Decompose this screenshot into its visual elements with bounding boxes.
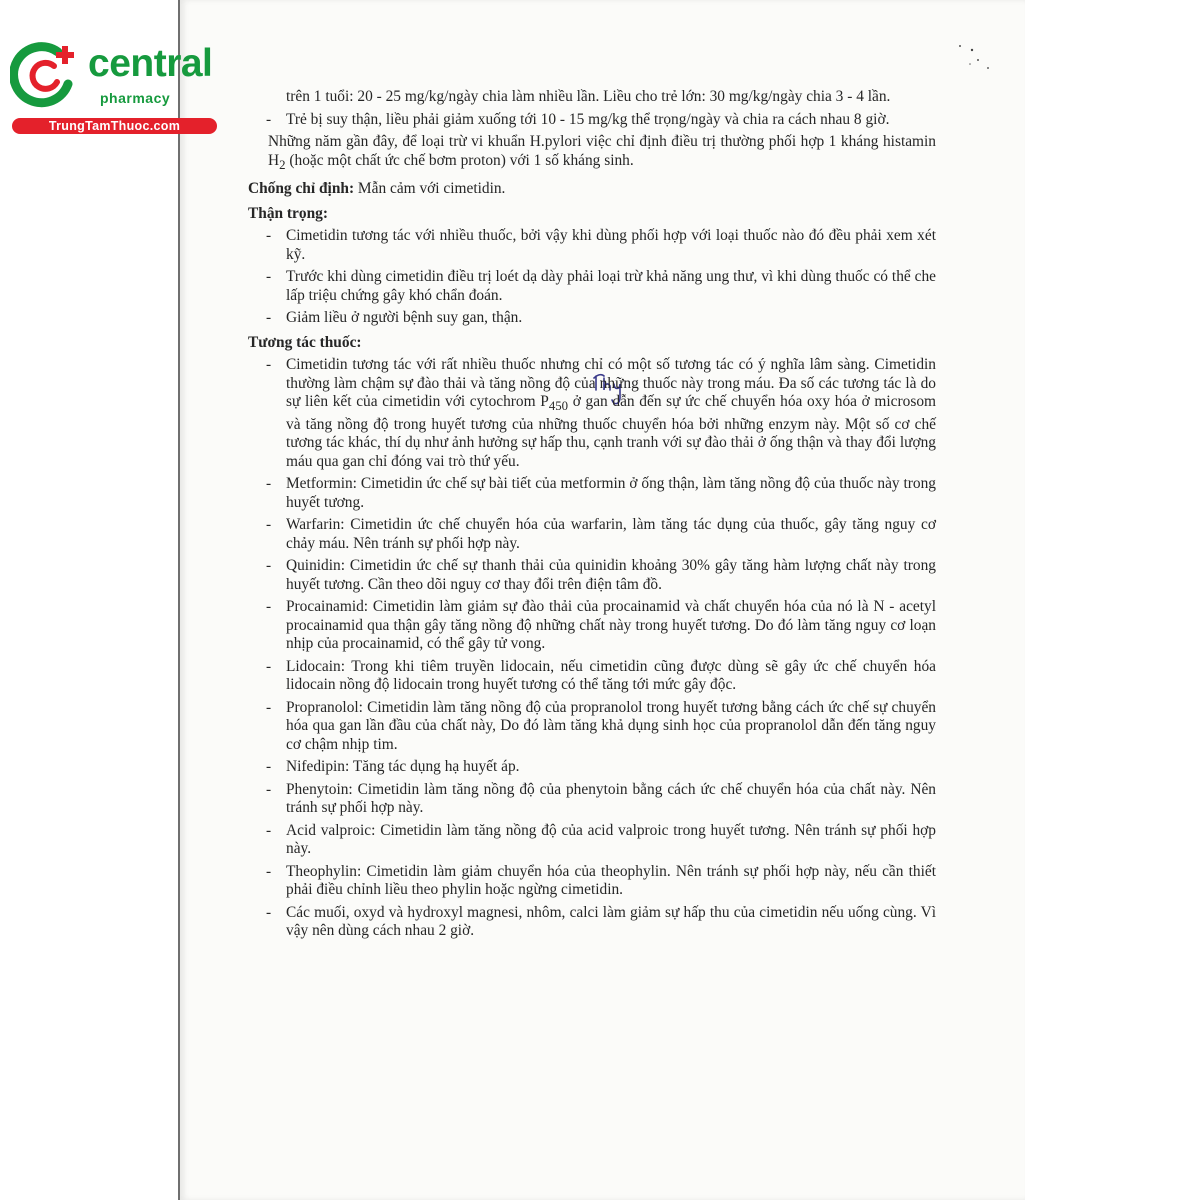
list-item: - Lidocain: Trong khi tiêm truyền lidocain, nếu cimetidin cũng được dùng sẽ gây ức chế chuyển hóa lidocain nồng độ lidocain trong huyết tương có thể tăng tới mức gây độc. bbox=[266, 657, 936, 694]
contraindication: Chống chỉ định: Mẫn cảm với cimetidin. bbox=[248, 180, 506, 198]
right-margin bbox=[1023, 0, 1200, 1200]
logo-subtitle: pharmacy bbox=[100, 90, 171, 106]
central-pharmacy-logo[interactable] bbox=[10, 38, 215, 138]
list-item: - Cimetidin tương tác với nhiều thuốc, bởi vậy khi dùng phối hợp với loại thuốc nào đó đều phải xem xét kỹ. bbox=[266, 227, 936, 263]
list-item: - Propranolol: Cimetidin làm tăng nồng độ của propranolol trong huyết tương bằng cách ức chế sự chuyển hóa qua gan lần đầu của chất này, Do đó làm tăng khả dụng sinh học của propranolol dẫn đến tăng nguy cơ chậm nhịp tim. bbox=[266, 698, 936, 753]
list-item: - Trẻ bị suy thận, liều phải giảm xuống tới 10 - 15 mg/kg thể trọng/ngày và chia ra cách nhau 8 giờ. bbox=[266, 110, 890, 128]
list-item: - Giảm liều ở người bệnh suy gan, thận. bbox=[266, 309, 523, 327]
precautions-heading: Thận trọng: bbox=[248, 204, 328, 222]
list-item: - Acid valproic: Cimetidin làm tăng nồng độ của acid valproic trong huyết tương. Nên tránh sự phối hợp này. bbox=[266, 821, 936, 858]
list-item: - Warfarin: Cimetidin ức chế chuyển hóa của warfarin, làm tăng tác dụng của thuốc, gây tăng nguy cơ chảy máu. Nên tránh sự phối hợp này. bbox=[266, 516, 936, 552]
list-item: - Metformin: Cimetidin ức chế sự bài tiết của metformin ở ống thận, làm tăng nồng độ của thuốc này trong huyết tương. bbox=[266, 475, 936, 511]
list-item: - Phenytoin: Cimetidin làm tăng nồng độ của phenytoin bằng cách ức chế chuyển hóa của chất này. Nên tránh sự phối hợp này. bbox=[266, 780, 936, 817]
list-item: - Trước khi dùng cimetidin điều trị loét dạ dày phải loại trừ khả năng ung thư, vì khi dùng thuốc có thể che lấp triệu chứng gây khó chẩn đoán. bbox=[266, 268, 936, 304]
document-body bbox=[248, 88, 936, 941]
list-item: - Nifedipin: Tăng tác dụng hạ huyết áp. bbox=[266, 758, 520, 776]
left-margin bbox=[0, 0, 178, 1200]
list-item: - Cimetidin tương tác với rất nhiều thuốc nhưng chỉ có một số tương tác có ý nghĩa lâm sàng. Cimetidin thường làm chậm sự đào thải và tăng nồng độ của những thuốc này trong máu. Đa số các tương tác là do sự liên kết của cimetidin với cytochrom $P_{450}$ ở gan dẫn đến sự ức chế chuyển hóa oxy hóa ở microsom và tăng nồng độ trong huyết tương của những thuốc chuyển hóa bởi những enzym này. Một số cơ chế tương tác khác, thí dụ như ảnh hưởng sự hấp thu, cạnh tranh với sự đào thải ở ống thận và thay đổi lượng máu qua gan chỉ đóng vai trò thứ yếu. bbox=[266, 356, 936, 470]
hpylori-paragraph: Những năm gần đây, để loại trừ vi khuẩn H.pylori việc chỉ định điều trị thường phối hợp 1 kháng histamin $H_2$ (hoặc một chất ức chế bơm proton) với 1 số kháng sinh. bbox=[268, 133, 936, 172]
list-item: - Các muối, oxyd và hydroxyl magnesi, nhôm, calci làm giảm sự hấp thu của cimetidin nếu uống cùng. Vì vậy nên dùng cách nhau 2 giờ. bbox=[266, 903, 936, 940]
list-item: - Quinidin: Cimetidin ức chế sự thanh thải của quinidin khoảng 30% gây tăng hàm lượng chất này trong huyết tương. Cần theo dõi nguy cơ thay đổi trên điện tâm đồ. bbox=[266, 557, 936, 593]
interactions-heading: Tương tác thuốc: bbox=[248, 333, 362, 351]
list-item: - Theophylin: Cimetidin làm giảm chuyển hóa của theophylin. Nên tránh sự phối hợp này, nếu cần thiết phải điều chỉnh liều theo phylin hoặc ngừng cimetidin. bbox=[266, 862, 936, 899]
pharmacy-cross-icon bbox=[10, 38, 80, 108]
list-item: - Procainamid: Cimetidin làm giảm sự đào thải của procainamid và chất chuyển hóa của nó là N - acetyl procainamid qua thận gây tăng nồng độ những chất này trong huyết tương. Do đó làm tăng nguy cơ loạn nhịp của procainamid, có thể gây tử vong. bbox=[266, 598, 936, 653]
scan-speck-marks bbox=[952, 38, 1002, 78]
logo-url[interactable]: TrungTamThuoc.com bbox=[12, 118, 217, 134]
dosage-continuation: trên 1 tuổi: 20 - 25 mg/kg/ngày chia làm nhiều lần. Liều cho trẻ lớn: 30 mg/kg/ngày chia 3 - 4 lần. bbox=[286, 88, 891, 105]
logo-brand: central bbox=[88, 42, 213, 85]
